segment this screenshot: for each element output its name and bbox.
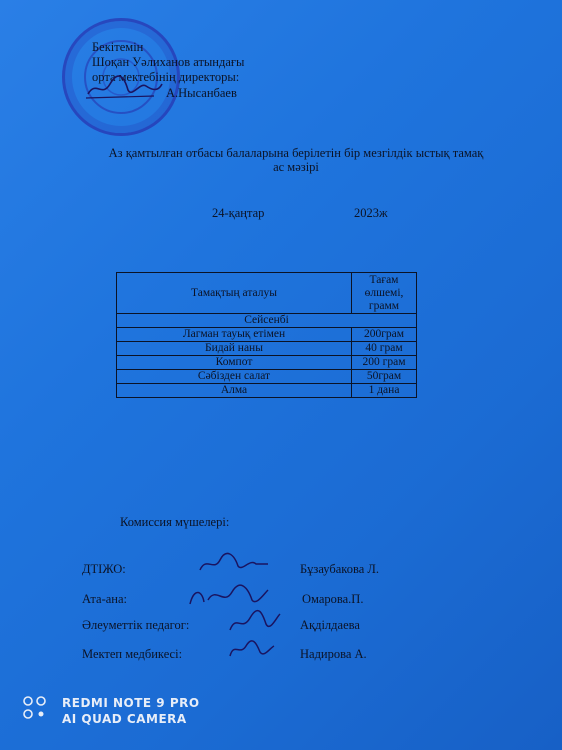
dish-portion: 50грам — [352, 370, 417, 384]
member-role: Мектеп медбикесі: — [82, 647, 183, 661]
table-row — [117, 328, 417, 342]
day-row — [117, 314, 417, 328]
header-dish-name: Тамақтың аталуы — [117, 273, 352, 314]
member-signature — [186, 582, 272, 610]
menu-table — [116, 272, 417, 398]
day-label: Сейсенбі — [117, 314, 417, 328]
table-row — [117, 356, 417, 370]
camera-watermark — [62, 695, 200, 727]
dish-name: Сәбізден салат — [117, 370, 352, 384]
member-name: Бұзаубакова Л. — [300, 562, 379, 576]
dish-name: Лагман тауық етімен — [117, 328, 352, 342]
member-role: Әлеуметтік педагог: — [82, 618, 190, 632]
camera-watermark-line-2: AI QUAD CAMERA — [62, 712, 187, 726]
approval-line-3: орта мектебінің директоры: — [92, 70, 240, 84]
camera-watermark-line-1: REDMI NOTE 9 PRO — [62, 696, 200, 710]
header-portion: Тағам өлшемі, грамм — [352, 273, 417, 314]
menu-title — [96, 146, 496, 174]
camera-watermark-icon — [22, 695, 48, 721]
dish-portion: 40 грам — [352, 342, 417, 356]
dish-name: Компот — [117, 356, 352, 370]
table-header-row — [117, 273, 417, 314]
table-row — [117, 384, 417, 398]
director-name: А.Нысанбаев — [166, 86, 237, 100]
member-role: Ата-ана: — [82, 592, 127, 606]
director-signature — [84, 72, 164, 102]
dish-name: Алма — [117, 384, 352, 398]
dish-portion: 200 грам — [352, 356, 417, 370]
menu-title-line-2: ас мәзірі — [273, 160, 319, 174]
member-name: Надирова А. — [300, 647, 367, 661]
member-name: Ақділдаева — [300, 618, 360, 632]
table-row — [117, 370, 417, 384]
member-name: Омарова.П. — [302, 592, 364, 606]
dish-portion: 200грам — [352, 328, 417, 342]
dish-portion: 1 дана — [352, 384, 417, 398]
date-day: 24-қаңтар — [212, 206, 265, 220]
member-signature — [196, 552, 272, 576]
date-year: 2023ж — [354, 206, 388, 220]
member-role: ДТІЖО: — [82, 562, 126, 576]
member-signature — [226, 638, 276, 662]
commission-heading: Комиссия мүшелері: — [120, 515, 230, 529]
menu-title-line-1: Аз қамтылған отбасы балаларына берілетін бір мезгілдік ыстық тамақ — [108, 146, 484, 160]
approval-line-2: Шоқан Уәлиханов атындағы — [92, 55, 245, 69]
table-row — [117, 342, 417, 356]
approval-line-1: Бекітемін — [92, 40, 144, 54]
dish-name: Бидай наны — [117, 342, 352, 356]
member-signature — [224, 608, 284, 636]
